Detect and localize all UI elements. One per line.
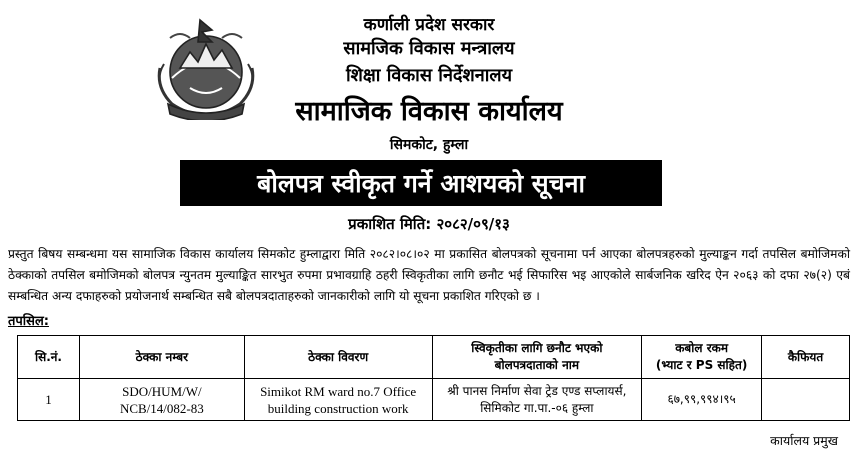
notice-title-banner: [180, 160, 662, 206]
directorate-name: शिक्षा विकास निर्देशनालय: [345, 65, 513, 86]
header-amount-line1: कबोल रकम: [675, 341, 729, 355]
notice-title: बोलपत्र स्वीकृत गर्ने आशयको सूचना: [257, 169, 585, 198]
cell-contract-no-line1: SDO/HUM/W/: [122, 383, 202, 399]
cell-bidder: [432, 379, 642, 421]
cell-description-line1: Simikot RM ward no.7 Office: [260, 383, 417, 399]
header-bidder-line2: बोलपत्रदाताको नाम: [494, 358, 580, 372]
province-government-name: कर्णाली प्रदेश सरकार: [363, 15, 495, 35]
published-date: प्रकाशित मिति: २०८२/०९/१३: [348, 215, 510, 233]
header-remarks: कैफियत: [762, 336, 850, 379]
header-bidder: [432, 336, 642, 379]
tender-table: [17, 335, 850, 421]
cell-bidder-line1: श्री पानस निर्माण सेवा ट्रेड एण्ड सप्लायर्स,: [447, 383, 627, 398]
notice-body: प्रस्तुत बिषय सम्बन्धमा यस सामाजिक विकास कार्यालय सिमकोट हुम्लाद्वारा मिति २०८२।०८।०२ मा प्रकासित बोलपत्रको सूचनामा पर्न आएका बोलपत्रहरुको मुल्याङ्कन गर्दा तपसिल बमोजिमको ठेक्काको तपसिल बमोजिमको बोलपत्र न्युनतम मुल्याङ्कित सारभुत रुपमा प्रभावग्राहि ठहरी स्विकृतीका लागि छनौट भई सिफारिस भइ आएकोले सार्बजनिक खरिद ऐन २०६३ को दफा २७(२) एबं सम्बन्धित अन्य दफाहरुको प्रयोजनार्थ सम्बन्धित सबै बोलपत्रदाताहरुको जानकारीको लागि यो सूचना प्रकाशित गरिएको छ ।: [8, 247, 850, 303]
table-header-row: [18, 336, 850, 379]
header-contract-no: ठेक्का नम्बर: [79, 336, 244, 379]
cell-description-line2: building construction work: [267, 400, 409, 416]
office-name: सामाजिक विकास कार्यालय: [295, 96, 563, 127]
cell-contract-no: [79, 379, 244, 421]
office-chief-signature: कार्यालय प्रमुख: [770, 433, 838, 448]
cell-amount: ६७,९९,९९४।९५: [642, 379, 762, 421]
cell-bidder-line2: सिमिकोट गा.पा.-०६ हुम्ला: [480, 400, 594, 415]
office-location: सिमकोट, हुम्ला: [389, 137, 469, 153]
header-sn: सि.नं.: [18, 336, 80, 379]
header-amount: [642, 336, 762, 379]
cell-sn: 1: [18, 379, 80, 421]
table-row: [18, 379, 850, 421]
header-description: ठेक्का विवरण: [244, 336, 432, 379]
ministry-name: सामजिक विकास मन्त्रालय: [343, 38, 515, 59]
cell-remarks: [762, 379, 850, 421]
header-amount-line2: (भ्याट र PS सहित): [655, 358, 748, 372]
header-bidder-line1: स्विकृतीका लागि छनौट भएको: [471, 341, 603, 355]
details-label: तपसिल:: [8, 314, 49, 329]
cell-contract-no-line2: NCB/14/082-83: [119, 400, 204, 416]
cell-description: [244, 379, 432, 421]
